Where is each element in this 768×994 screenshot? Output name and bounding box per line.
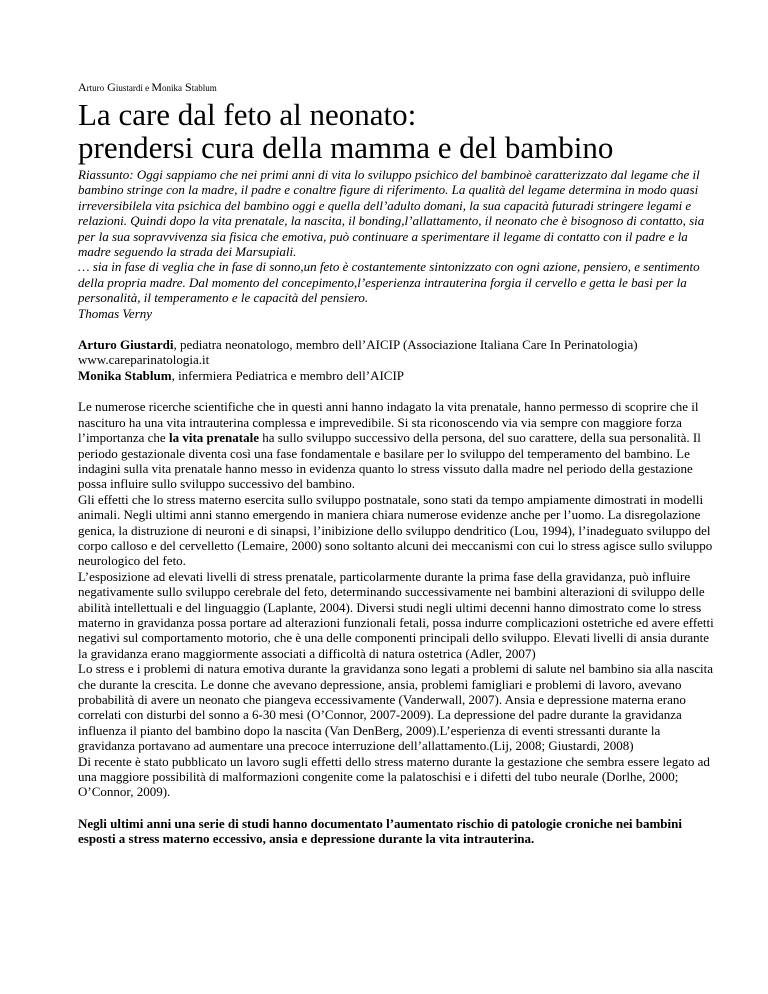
article-body	[78, 399, 714, 800]
authors-conjunction: e	[142, 83, 152, 93]
author1-surname-initial: G	[107, 80, 116, 94]
title-line-2: prendersi cura della mamma e del bambino	[78, 130, 614, 165]
body-paragraph-2: Gli effetti che lo stress materno esercita sullo sviluppo postnatale, sono stati da tempo ampiamente dimostrati in modelli animali. Negli ultimi anni stanno emergendo in maniera chiara numerose evidenze anche per l’uomo. La disregolazione genica, la distruzione di neuroni e di sinapsi, l’inibizione dello sviluppo dendritico (Lou, 1994), l’inadeguato sviluppo del corpo calloso e del cervelletto (Lemaire, 2000) sono soltanto alcuni dei meccanismi con cui lo stress agisce sullo sviluppo neurologico del feto.	[78, 491, 713, 569]
author1-surname-rest: iustardi	[115, 83, 143, 93]
author2-name-rest: onika	[162, 83, 183, 93]
body-paragraph-3: L’esposizione ad elevati livelli di stress prenatale, particolarmente durante la prima fase della gravidanza, può influire negativamente sullo sviluppo cerebrale del feto, determinando successivamente nei bambini alterazioni di sviluppo delle abilità intellettuali e del linguaggio (Laplante, 2004). Diversi studi negli ultimi decenni hanno dimostrato come lo stress materno in gravidanza possa portare ad alterazioni funzionali fetali, possa indurre complicazioni ostetriche ed avere effetti negativi sul comportamento motorio, che è una delle componenti principali dello sviluppo. Elevati livelli di ansia durante la gravidanza erano maggiormente associati a difficoltà di natura ostetrica (Adler, 2007)	[78, 568, 714, 661]
body-paragraph-1	[78, 399, 714, 491]
closing-bold-statement: Negli ultimi anni una serie di studi hanno documentato l’aumentato rischio di patologie croniche nei bambini esposti a stress materno eccessivo, ansia e depressione durante la vita intrauterina.	[78, 815, 682, 847]
body-paragraph-1-emphasis: la vita prenatale	[168, 430, 259, 446]
credit-author-1-role: , pediatra neonatologo, membro dell’AICIP (Associazione Italiana Care In Perinatologia)	[173, 337, 638, 353]
author2-surname-rest: tablum	[191, 83, 217, 93]
body-paragraph-1-text-a: Le numerose ricerche scientifiche che in questi anni hanno indagato la vita prenatale, hanno permesso di scoprire che il nascituro ha una vita intrauterina complessa e imprevedibile. Si sta riconoscendo via via sempre con maggiore forza l’importanza che	[78, 399, 699, 446]
author2-initial: M	[151, 80, 163, 94]
quote-author: Thomas Verny	[78, 305, 153, 321]
credit-author-2-role: , infermiera Pediatrica e membro dell’AICIP	[171, 367, 405, 383]
credit-website: www.careparinatologia.it	[78, 352, 210, 368]
credit-author-2-name: Monika Stablum	[78, 367, 172, 383]
abstract-paragraph-1: Riassunto: Oggi sappiamo che nei primi anni di vita lo sviluppo psichico del bambinoè caratterizzato dal legame che il bambino stringe con la madre, il padre e conaltre figure di riferimento. La qualità del legame determina in modo quasi irreversibilela vita psichica del bambino oggi e quella dell’adulto domani, la sua capacità futuradi stringere legami e relazioni. Quindi dopo la vita prenatale, la nascita, il bonding,l’allattamento, il neonato che è bisognoso di contatto, sia per la sua sopravvivenza sia fisica che emotiva, può continuare a sperimentare il legame di contatto con il padre e la madre seguendo la strada dei Marsupiali.	[78, 167, 705, 260]
article-title	[78, 98, 714, 164]
author-credits	[78, 337, 714, 383]
title-line-1: La care dal feto al neonato:	[78, 97, 417, 132]
credit-author-1	[78, 337, 714, 352]
document-page	[78, 80, 714, 847]
credit-author-2	[78, 368, 714, 383]
author2-surname-initial: S	[185, 80, 192, 94]
author1-name-rest: rturo	[86, 83, 105, 93]
body-paragraph-4: Lo stress e i problemi di natura emotiva durante la gravidanza sono legati a problemi di salute nel bambino sia alla nascita che durante la crescita. Le donne che avevano depressione, ansia, problemi famigliari e problemi di lavoro, avevano probabilità di avere un neonato che piangeva eccessivamente (Vanderwall, 2007). Ansia e depressione materna erano correlati con disturbi del sonno a 6-30 mesi (O’Connor, 2007-2009). La depressione del padre durante la gravidanza influenza il pianto del bambino dopo la nascita (Van DenBerg, 2009).L’esperienza di eventi stressanti durante la gravidanza portavano ad aumentare una precoce interruzione dell’allattamento.(Lij, 2008; Giustardi, 2008)	[78, 661, 713, 754]
abstract-paragraph-2: … sia in fase di veglia che in fase di sonno,un feto è costantemente sintonizzato con ogni azione, pensiero, e sentimento della propria madre. Dal momento del concepimento,l’esperienza intrauterina forgia il cervello e getta le basi per la personalità, il temperamento e le capacità del pensiero.	[78, 259, 700, 306]
authors-byline	[78, 80, 714, 95]
body-paragraph-5: Di recente è stato pubblicato un lavoro sugli effetti dello stress materno durante la gestazione che sembra essere legato ad una maggiore possibilità di malformazioni congenite come la palatoschisi e i difetti del tubo neurale (Dorlhe, 2000; O’Connor, 2009).	[78, 753, 710, 800]
author1-initial: A	[78, 80, 87, 94]
abstract	[78, 167, 714, 321]
body-paragraph-1-text-b: ha sullo sviluppo successivo della persona, del suo carattere, della sua personalità. Il periodo gestazionale diventa così una fase fondamentale e basilare per lo sviluppo del temperamento del bambino. Le indagini sulla vita prenatale hanno messo in evidenza quanto lo stress vissuto dalla madre nel periodo della gestazione possa influire sullo sviluppo successivo del bambino.	[78, 430, 701, 492]
credit-author-1-name: Arturo Giustardi	[78, 337, 174, 353]
